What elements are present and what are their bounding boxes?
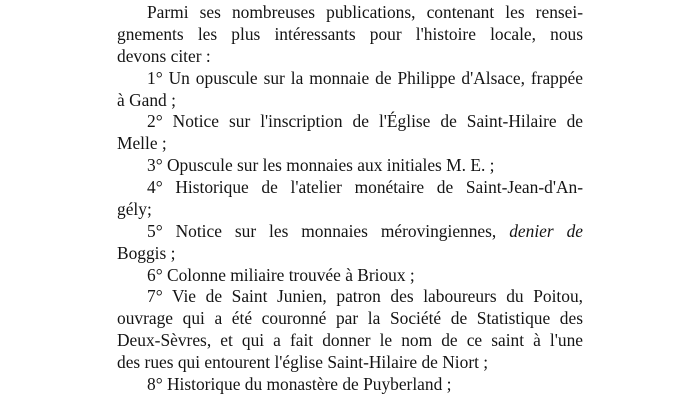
list-item-4-line-2: gély; xyxy=(117,198,152,219)
list-item-6: 6° Colonne miliaire trouvée à Brioux ; xyxy=(147,264,415,285)
list-item-5-line-1 xyxy=(117,221,583,243)
document-page xyxy=(117,0,583,403)
text-line-1: Parmi ses nombreuses publications, contenant les rensei- xyxy=(147,2,583,22)
list-item-3: 3° Opuscule sur les monnaies aux initiales M. E. ; xyxy=(147,155,495,176)
list-item-2-line-2: Melle ; xyxy=(117,133,167,154)
list-item-1-line-2: à Gand ; xyxy=(117,89,176,110)
list-item-7-line-3: Deux-Sèvres, et qui a fait donner le nom de ce saint à l'une xyxy=(117,330,583,351)
list-item-7-line-1: 7° Vie de Saint Junien, patron des laboureurs du Poitou, xyxy=(147,286,583,307)
list-item-7-line-4: des rues qui entourent l'église Saint-Hilaire de Niort ; xyxy=(117,352,489,373)
list-item-2-line-1: 2° Notice sur l'inscription de l'Église de Saint-Hilaire de xyxy=(147,111,583,132)
list-item-4-line-1: 4° Historique de l'atelier monétaire de Saint-Jean-d'An- xyxy=(147,177,583,198)
text-line-2: gnements les plus intéressants pour l'histoire locale, nous xyxy=(117,23,583,44)
list-item-1-line-1: 1° Un opuscule sur la monnaie de Philippe d'Alsace, frappée xyxy=(147,67,583,88)
list-item-7-line-2: ouvrage qui a été couronné par la Société de Statistique des xyxy=(117,308,583,329)
text-line-3: devons citer : xyxy=(117,45,211,66)
list-item-8: 8° Historique du monastère de Puyberland ; xyxy=(147,374,452,394)
list-item-5-italic-text: denier de xyxy=(509,220,583,241)
list-item-5-line-2: Boggis ; xyxy=(117,242,176,263)
list-item-5-text: 5° Notice sur les monnaies mérovingiennes, xyxy=(147,220,497,241)
